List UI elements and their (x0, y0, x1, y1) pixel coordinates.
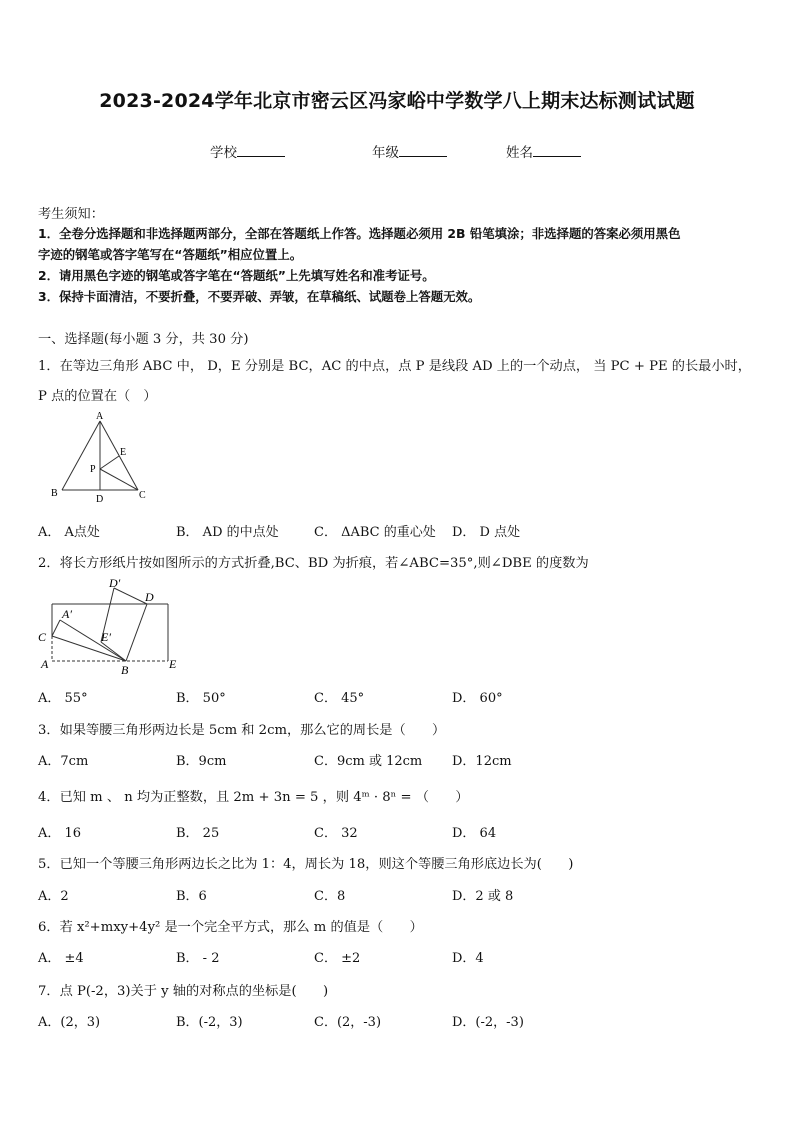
figure-label: A (41, 657, 49, 671)
q3-option-c: C．9cm 或 12cm (314, 754, 423, 769)
figure-label: D′ (109, 576, 121, 590)
question-2-stem: 2．将长方形纸片按如图所示的方式折叠,BC、BD 为折痕，若∠ABC=35°,则∠DBE 的度数为 (38, 556, 589, 571)
q1-option-c: C． ΔABC 的重心处 (314, 525, 436, 540)
notice-item: 2．请用黑色字迹的钢笔或答字笔在“答题纸”上先填写姓名和准考证号。 (38, 268, 435, 283)
q2-option-b: B． 50° (176, 691, 226, 706)
q7-option-d: D．(-2，-3) (452, 1015, 524, 1030)
notice-heading: 考生须知： (38, 207, 104, 222)
school-field: 学校 (210, 141, 285, 161)
grade-field: 年级 (372, 141, 447, 161)
question-5-stem: 5．已知一个等腰三角形两边长之比为 1：4，周长为 18，则这个等腰三角形底边长为( ) (38, 857, 574, 872)
q4-option-d: D． 64 (452, 826, 497, 841)
fold-figure (34, 573, 184, 681)
notice-item: 3．保持卡面清洁，不要折叠，不要弄破、弄皱，在草稿纸、试题卷上答题无效。 (38, 289, 481, 304)
question-4-stem: 4．已知 m 、 n 均为正整数，且 2m + 3n = 5 ，则 4ᵐ · 8ⁿ = （ ） (38, 790, 469, 805)
figure-label: E (120, 447, 127, 458)
q3-option-a: A．7cm (38, 754, 89, 769)
figure-label: A (96, 411, 104, 422)
section-heading: 一、选择题(每小题 3 分，共 30 分) (38, 332, 249, 347)
q6-option-a: A． ±4 (38, 951, 84, 966)
q4-option-a: A． 16 (38, 826, 82, 841)
q5-option-a: A．2 (38, 889, 69, 904)
q3-option-b: B．9cm (176, 754, 227, 769)
figure-label: D (145, 590, 154, 604)
q1-option-a: A． A点处 (38, 525, 100, 540)
figure-label: B (51, 488, 58, 499)
q1-option-d: D． D 点处 (452, 525, 521, 540)
figure-label: B (121, 663, 129, 677)
question-1-stem-2: P 点的位置在（ ） (38, 389, 157, 404)
notice-item: 1．全卷分选择题和非选择题两部分，全部在答题纸上作答。选择题必须用 2B 铅笔填涂；非选择题的答案必须用黑色 (38, 226, 681, 241)
q5-option-c: C．8 (314, 889, 346, 904)
figure-label: C (139, 490, 146, 501)
q2-option-a: A． 55° (38, 691, 88, 706)
figure-label: E′ (101, 630, 111, 644)
q5-option-b: B．6 (176, 889, 207, 904)
q3-option-d: D．12cm (452, 754, 512, 769)
q4-option-b: B． 25 (176, 826, 220, 841)
question-7-stem: 7．点 P(-2，3)关于 y 轴的对称点的坐标是( ) (38, 984, 329, 999)
q4-option-c: C． 32 (314, 826, 358, 841)
figure-label: C (38, 630, 47, 644)
q6-option-c: C． ±2 (314, 951, 361, 966)
page-title: 2023-2024学年北京市密云区冯家峪中学数学八上期末达标测试试题 (99, 90, 695, 112)
q6-option-d: D．4 (452, 951, 484, 966)
figure-label: A′ (62, 607, 72, 621)
q7-option-c: C．(2，-3) (314, 1015, 382, 1030)
figure-label: D (96, 494, 104, 505)
question-3-stem: 3．如果等腰三角形两边长是 5cm 和 2cm，那么它的周长是（ ） (38, 723, 446, 738)
question-6-stem: 6．若 x²+mxy+4y² 是一个完全平方式，那么 m 的值是（ ） (38, 920, 423, 935)
triangle-figure (36, 408, 166, 506)
figure-label: E (169, 657, 177, 671)
q1-option-b: B． AD 的中点处 (176, 525, 279, 540)
question-1-stem: 1．在等边三角形 ABC 中， D，E 分别是 BC，AC 的中点，点 P 是线段 AD 上的一个动点， 当 PC + PE 的长最小时， (38, 359, 751, 374)
name-field: 姓名 (506, 141, 581, 161)
figure-label: P (90, 464, 96, 475)
q2-option-d: D． 60° (452, 691, 503, 706)
q7-option-b: B．(-2，3) (176, 1015, 243, 1030)
q7-option-a: A．(2，3) (38, 1015, 101, 1030)
notice-item: 字迹的钢笔或答字笔写在“答题纸”相应位置上。 (38, 247, 303, 262)
q6-option-b: B． - 2 (176, 951, 220, 966)
q5-option-d: D．2 或 8 (452, 889, 514, 904)
q2-option-c: C． 45° (314, 691, 365, 706)
